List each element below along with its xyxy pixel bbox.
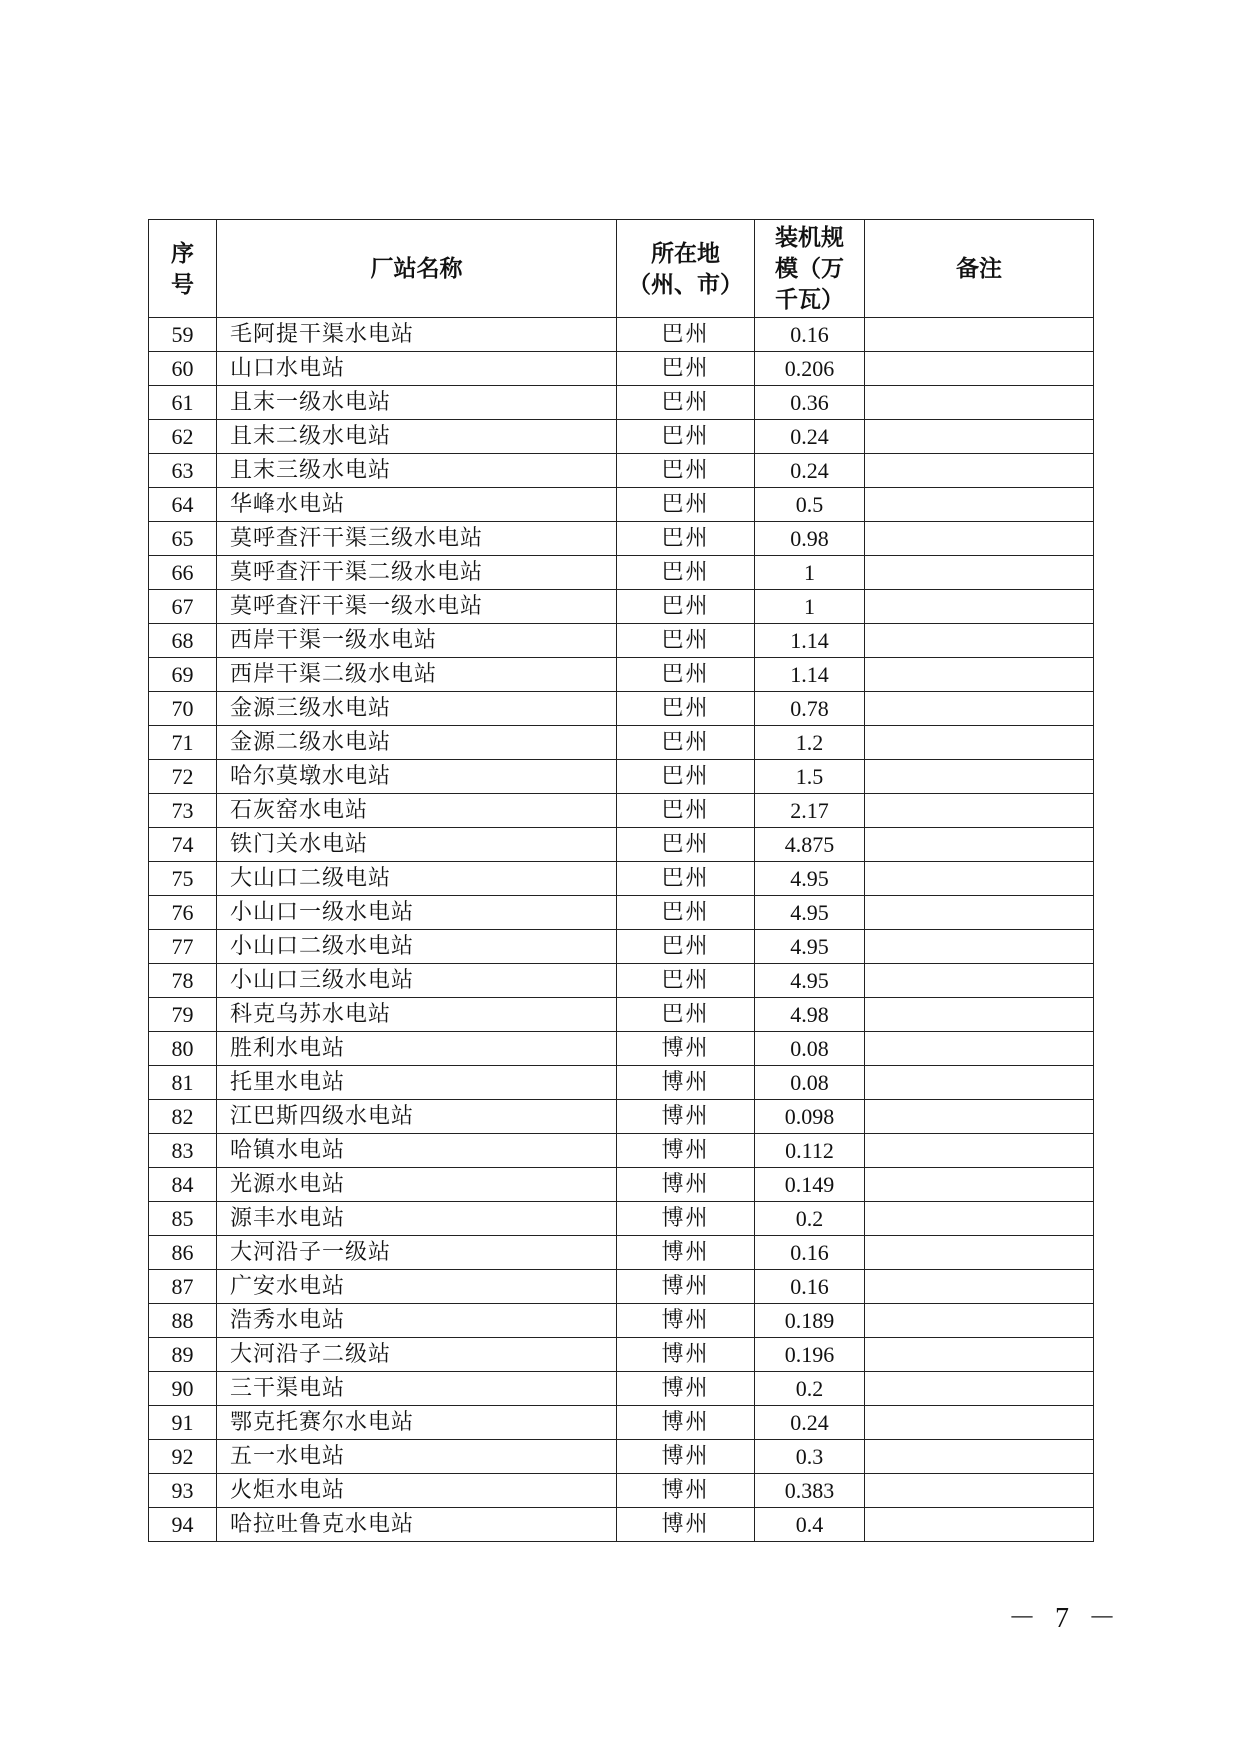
table-row xyxy=(149,1270,1094,1304)
cell-remark xyxy=(865,590,1094,624)
table-row xyxy=(149,1338,1094,1372)
table-row xyxy=(149,1508,1094,1542)
cell-no: 93 xyxy=(149,1474,217,1508)
cell-location: 博州 xyxy=(617,1372,755,1406)
cell-location: 巴州 xyxy=(617,692,755,726)
cell-station-name: 浩秀水电站 xyxy=(217,1304,617,1338)
cell-station-name: 三干渠电站 xyxy=(217,1372,617,1406)
cell-station-name: 广安水电站 xyxy=(217,1270,617,1304)
cell-location: 巴州 xyxy=(617,658,755,692)
cell-remark xyxy=(865,828,1094,862)
cell-capacity: 0.149 xyxy=(755,1168,865,1202)
cell-capacity: 1.2 xyxy=(755,726,865,760)
cell-no: 64 xyxy=(149,488,217,522)
cell-no: 62 xyxy=(149,420,217,454)
cell-remark xyxy=(865,1236,1094,1270)
table-row xyxy=(149,1100,1094,1134)
table-row xyxy=(149,420,1094,454)
cell-location: 博州 xyxy=(617,1202,755,1236)
cell-capacity: 0.4 xyxy=(755,1508,865,1542)
cell-no: 74 xyxy=(149,828,217,862)
table-row xyxy=(149,386,1094,420)
cell-capacity: 4.95 xyxy=(755,896,865,930)
cell-location: 巴州 xyxy=(617,454,755,488)
cell-remark xyxy=(865,658,1094,692)
cell-location: 博州 xyxy=(617,1406,755,1440)
cell-capacity: 0.2 xyxy=(755,1372,865,1406)
cell-remark xyxy=(865,624,1094,658)
table-row xyxy=(149,692,1094,726)
cell-no: 71 xyxy=(149,726,217,760)
cell-remark xyxy=(865,454,1094,488)
cell-no: 76 xyxy=(149,896,217,930)
cell-remark xyxy=(865,726,1094,760)
cell-location: 巴州 xyxy=(617,590,755,624)
cell-station-name: 火炬水电站 xyxy=(217,1474,617,1508)
table-row xyxy=(149,624,1094,658)
cell-no: 77 xyxy=(149,930,217,964)
cell-station-name: 哈镇水电站 xyxy=(217,1134,617,1168)
cell-station-name: 胜利水电站 xyxy=(217,1032,617,1066)
cell-no: 85 xyxy=(149,1202,217,1236)
cell-remark xyxy=(865,318,1094,352)
table-row xyxy=(149,1406,1094,1440)
cell-remark xyxy=(865,862,1094,896)
cell-capacity: 0.98 xyxy=(755,522,865,556)
cell-capacity: 1 xyxy=(755,590,865,624)
cell-station-name: 大河沿子一级站 xyxy=(217,1236,617,1270)
table-row xyxy=(149,658,1094,692)
table-body xyxy=(149,318,1094,1542)
cell-capacity: 0.08 xyxy=(755,1032,865,1066)
cell-no: 89 xyxy=(149,1338,217,1372)
cell-no: 60 xyxy=(149,352,217,386)
cell-station-name: 山口水电站 xyxy=(217,352,617,386)
cell-location: 博州 xyxy=(617,1440,755,1474)
cell-no: 81 xyxy=(149,1066,217,1100)
cell-capacity: 0.08 xyxy=(755,1066,865,1100)
cell-capacity: 2.17 xyxy=(755,794,865,828)
cell-remark xyxy=(865,1304,1094,1338)
cell-no: 68 xyxy=(149,624,217,658)
cell-remark xyxy=(865,1406,1094,1440)
cell-no: 78 xyxy=(149,964,217,998)
table-row xyxy=(149,726,1094,760)
cell-remark xyxy=(865,1372,1094,1406)
cell-location: 巴州 xyxy=(617,624,755,658)
cell-capacity: 0.24 xyxy=(755,1406,865,1440)
table-row xyxy=(149,352,1094,386)
cell-no: 63 xyxy=(149,454,217,488)
cell-station-name: 且末二级水电站 xyxy=(217,420,617,454)
table-row xyxy=(149,1236,1094,1270)
cell-location: 巴州 xyxy=(617,964,755,998)
cell-capacity: 0.383 xyxy=(755,1474,865,1508)
cell-capacity: 0.189 xyxy=(755,1304,865,1338)
cell-station-name: 莫呼查汗干渠三级水电站 xyxy=(217,522,617,556)
table-row xyxy=(149,318,1094,352)
cell-location: 巴州 xyxy=(617,420,755,454)
table-row xyxy=(149,488,1094,522)
table-row xyxy=(149,998,1094,1032)
cell-no: 69 xyxy=(149,658,217,692)
cell-no: 90 xyxy=(149,1372,217,1406)
cell-no: 65 xyxy=(149,522,217,556)
cell-remark xyxy=(865,1440,1094,1474)
cell-remark xyxy=(865,1474,1094,1508)
cell-remark xyxy=(865,1032,1094,1066)
power-station-table xyxy=(148,219,1094,1542)
cell-remark xyxy=(865,930,1094,964)
cell-location: 博州 xyxy=(617,1270,755,1304)
cell-location: 巴州 xyxy=(617,488,755,522)
cell-station-name: 哈拉吐鲁克水电站 xyxy=(217,1508,617,1542)
cell-capacity: 0.24 xyxy=(755,420,865,454)
cell-location: 巴州 xyxy=(617,760,755,794)
table-row xyxy=(149,1372,1094,1406)
cell-remark xyxy=(865,964,1094,998)
cell-station-name: 哈尔莫墩水电站 xyxy=(217,760,617,794)
cell-station-name: 小山口三级水电站 xyxy=(217,964,617,998)
cell-capacity: 0.78 xyxy=(755,692,865,726)
table-row xyxy=(149,1134,1094,1168)
cell-station-name: 小山口一级水电站 xyxy=(217,896,617,930)
cell-location: 巴州 xyxy=(617,522,755,556)
table-row xyxy=(149,1304,1094,1338)
table-header-row xyxy=(149,220,1094,318)
cell-location: 博州 xyxy=(617,1066,755,1100)
cell-capacity: 4.95 xyxy=(755,862,865,896)
cell-no: 84 xyxy=(149,1168,217,1202)
cell-remark xyxy=(865,896,1094,930)
cell-station-name: 科克乌苏水电站 xyxy=(217,998,617,1032)
table-row xyxy=(149,964,1094,998)
page-number: － 7 － xyxy=(1008,1603,1123,1634)
cell-location: 巴州 xyxy=(617,862,755,896)
cell-capacity: 1.5 xyxy=(755,760,865,794)
table-row xyxy=(149,760,1094,794)
cell-remark xyxy=(865,1508,1094,1542)
cell-capacity: 0.206 xyxy=(755,352,865,386)
table-row xyxy=(149,556,1094,590)
cell-capacity: 1.14 xyxy=(755,658,865,692)
cell-remark xyxy=(865,352,1094,386)
cell-capacity: 1 xyxy=(755,556,865,590)
cell-location: 博州 xyxy=(617,1474,755,1508)
cell-station-name: 大山口二级电站 xyxy=(217,862,617,896)
header-remark: 备注 xyxy=(865,220,1094,318)
cell-station-name: 西岸干渠二级水电站 xyxy=(217,658,617,692)
cell-capacity: 4.875 xyxy=(755,828,865,862)
cell-location: 巴州 xyxy=(617,828,755,862)
cell-location: 巴州 xyxy=(617,318,755,352)
cell-capacity: 4.95 xyxy=(755,930,865,964)
cell-capacity: 0.112 xyxy=(755,1134,865,1168)
cell-location: 博州 xyxy=(617,1508,755,1542)
cell-no: 94 xyxy=(149,1508,217,1542)
cell-station-name: 莫呼查汗干渠二级水电站 xyxy=(217,556,617,590)
cell-no: 88 xyxy=(149,1304,217,1338)
cell-capacity: 0.24 xyxy=(755,454,865,488)
cell-station-name: 金源三级水电站 xyxy=(217,692,617,726)
cell-station-name: 源丰水电站 xyxy=(217,1202,617,1236)
table-row xyxy=(149,828,1094,862)
cell-location: 巴州 xyxy=(617,896,755,930)
cell-capacity: 0.3 xyxy=(755,1440,865,1474)
cell-remark xyxy=(865,1202,1094,1236)
cell-location: 巴州 xyxy=(617,726,755,760)
cell-location: 博州 xyxy=(617,1100,755,1134)
cell-location: 巴州 xyxy=(617,998,755,1032)
cell-location: 博州 xyxy=(617,1236,755,1270)
cell-remark xyxy=(865,692,1094,726)
table-row xyxy=(149,1202,1094,1236)
cell-location: 巴州 xyxy=(617,930,755,964)
cell-remark xyxy=(865,760,1094,794)
cell-capacity: 0.098 xyxy=(755,1100,865,1134)
cell-no: 91 xyxy=(149,1406,217,1440)
cell-no: 86 xyxy=(149,1236,217,1270)
table-row xyxy=(149,930,1094,964)
header-capacity: 装机规模（万千瓦） xyxy=(755,220,865,318)
cell-station-name: 莫呼查汗干渠一级水电站 xyxy=(217,590,617,624)
cell-station-name: 毛阿提干渠水电站 xyxy=(217,318,617,352)
cell-station-name: 且末三级水电站 xyxy=(217,454,617,488)
table-row xyxy=(149,454,1094,488)
cell-station-name: 铁门关水电站 xyxy=(217,828,617,862)
cell-station-name: 大河沿子二级站 xyxy=(217,1338,617,1372)
cell-no: 87 xyxy=(149,1270,217,1304)
cell-station-name: 鄂克托赛尔水电站 xyxy=(217,1406,617,1440)
table-row xyxy=(149,590,1094,624)
cell-capacity: 4.95 xyxy=(755,964,865,998)
cell-no: 73 xyxy=(149,794,217,828)
cell-capacity: 0.16 xyxy=(755,1236,865,1270)
cell-remark xyxy=(865,1168,1094,1202)
cell-capacity: 1.14 xyxy=(755,624,865,658)
cell-remark xyxy=(865,1066,1094,1100)
cell-remark xyxy=(865,488,1094,522)
cell-location: 博州 xyxy=(617,1338,755,1372)
cell-location: 巴州 xyxy=(617,386,755,420)
cell-remark xyxy=(865,998,1094,1032)
cell-station-name: 托里水电站 xyxy=(217,1066,617,1100)
cell-remark xyxy=(865,386,1094,420)
cell-station-name: 光源水电站 xyxy=(217,1168,617,1202)
cell-capacity: 0.5 xyxy=(755,488,865,522)
table-row xyxy=(149,896,1094,930)
cell-no: 61 xyxy=(149,386,217,420)
cell-station-name: 且末一级水电站 xyxy=(217,386,617,420)
cell-remark xyxy=(865,1338,1094,1372)
header-no: 序号 xyxy=(149,220,217,318)
cell-no: 66 xyxy=(149,556,217,590)
cell-remark xyxy=(865,522,1094,556)
cell-remark xyxy=(865,420,1094,454)
cell-location: 博州 xyxy=(617,1032,755,1066)
table-row xyxy=(149,1066,1094,1100)
table-row xyxy=(149,862,1094,896)
cell-station-name: 西岸干渠一级水电站 xyxy=(217,624,617,658)
cell-no: 59 xyxy=(149,318,217,352)
table-row xyxy=(149,1440,1094,1474)
cell-capacity: 0.196 xyxy=(755,1338,865,1372)
cell-remark xyxy=(865,1134,1094,1168)
cell-station-name: 金源二级水电站 xyxy=(217,726,617,760)
table-row xyxy=(149,1032,1094,1066)
cell-station-name: 石灰窑水电站 xyxy=(217,794,617,828)
cell-station-name: 华峰水电站 xyxy=(217,488,617,522)
cell-no: 79 xyxy=(149,998,217,1032)
cell-location: 巴州 xyxy=(617,794,755,828)
header-location: 所在地（州、市） xyxy=(617,220,755,318)
cell-no: 72 xyxy=(149,760,217,794)
cell-station-name: 五一水电站 xyxy=(217,1440,617,1474)
cell-capacity: 0.36 xyxy=(755,386,865,420)
cell-station-name: 小山口二级水电站 xyxy=(217,930,617,964)
cell-capacity: 0.2 xyxy=(755,1202,865,1236)
table-row xyxy=(149,1474,1094,1508)
cell-no: 67 xyxy=(149,590,217,624)
table-row xyxy=(149,794,1094,828)
cell-location: 巴州 xyxy=(617,556,755,590)
cell-no: 80 xyxy=(149,1032,217,1066)
cell-location: 博州 xyxy=(617,1304,755,1338)
cell-no: 75 xyxy=(149,862,217,896)
cell-no: 83 xyxy=(149,1134,217,1168)
cell-remark xyxy=(865,794,1094,828)
cell-station-name: 江巴斯四级水电站 xyxy=(217,1100,617,1134)
cell-capacity: 0.16 xyxy=(755,1270,865,1304)
cell-capacity: 4.98 xyxy=(755,998,865,1032)
table-row xyxy=(149,522,1094,556)
cell-no: 92 xyxy=(149,1440,217,1474)
header-name: 厂站名称 xyxy=(217,220,617,318)
cell-location: 巴州 xyxy=(617,352,755,386)
cell-no: 82 xyxy=(149,1100,217,1134)
cell-location: 博州 xyxy=(617,1168,755,1202)
cell-remark xyxy=(865,1100,1094,1134)
cell-location: 博州 xyxy=(617,1134,755,1168)
cell-capacity: 0.16 xyxy=(755,318,865,352)
cell-remark xyxy=(865,556,1094,590)
cell-no: 70 xyxy=(149,692,217,726)
table-row xyxy=(149,1168,1094,1202)
cell-remark xyxy=(865,1270,1094,1304)
